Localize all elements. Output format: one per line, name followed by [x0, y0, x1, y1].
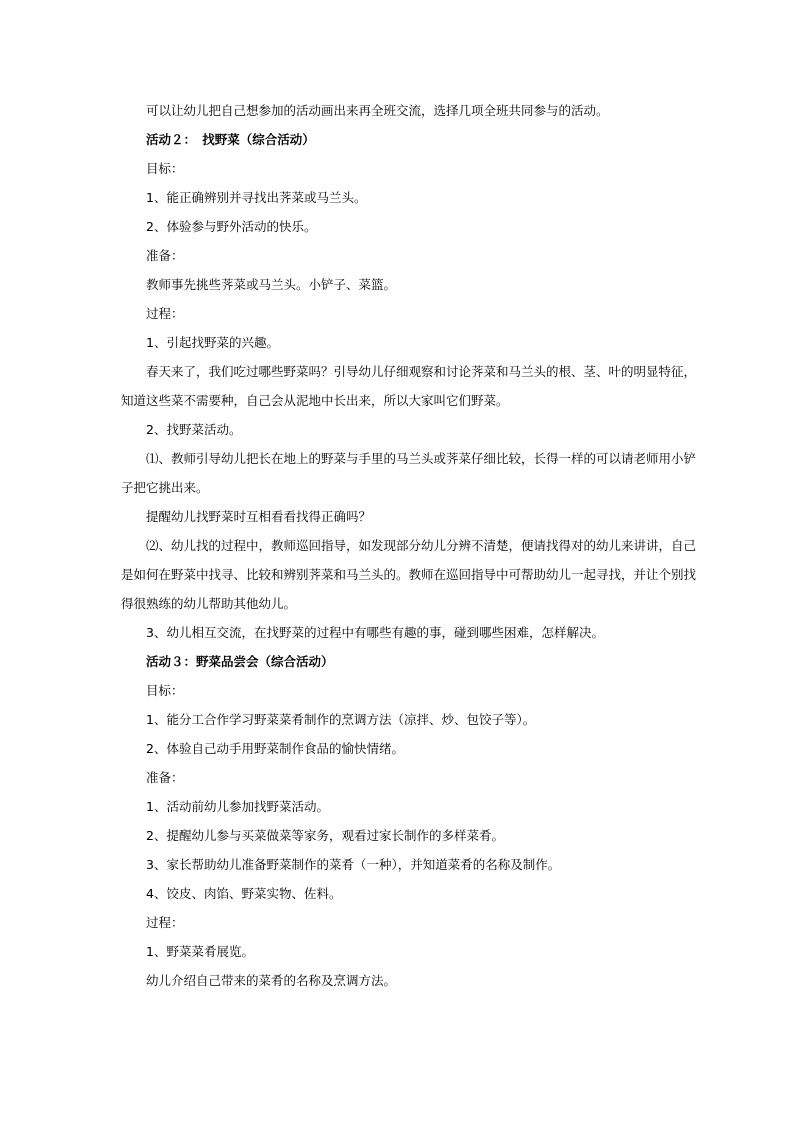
preparation2-item-4: 4、饺皮、肉馅、野菜实物、佐料。	[146, 886, 342, 901]
preparation2-item-3: 3、家长帮助幼儿准备野菜制作的菜肴（一种），并知道菜肴的名称及制作。	[146, 857, 561, 872]
substep-2-line-1: ⑵、幼儿找的过程中，教师巡回指导，如发现部分幼儿分辨不清楚，便请找得对的幼儿来讲讲，自己	[146, 538, 697, 553]
substep-2-line-2: 是如何在野菜中找寻、比较和辨别荠菜和马兰头的。教师在巡回指导中可帮助幼儿一起寻找，并让个别找	[121, 567, 697, 582]
substep-2-line-3: 得很熟练的幼儿帮助其他幼儿。	[121, 596, 297, 611]
process2-step-1: 1、野菜菜肴展览。	[146, 944, 254, 959]
paragraph-intro: 可以让幼儿把自己想参加的活动画出来再全班交流，选择几项全班共同参与的活动。	[146, 103, 609, 118]
preparation2-item-1: 1、活动前幼儿参加找野菜活动。	[146, 799, 329, 814]
substep-1-line-2: 子把它挑出来。	[121, 480, 209, 495]
preparation-text: 教师事先挑些荠菜或马兰头。小铲子、菜篮。	[146, 277, 397, 292]
label-preparation: 准备：	[146, 248, 184, 263]
process2-text: 幼儿介绍自己带来的菜肴的名称及烹调方法。	[146, 973, 397, 988]
label-goal: 目标：	[146, 161, 184, 176]
substep-1-line-1: ⑴、教师引导幼儿把长在地上的野菜与手里的马兰头或荠菜仔细比较，长得一样的可以请老师用小铲	[146, 451, 697, 466]
goal-item-1: 1、能正确辨别并寻找出荠菜或马兰头。	[146, 190, 367, 205]
label-goal-2: 目标：	[146, 683, 184, 698]
reminder-text: 提醒幼儿找野菜时互相看看找得正确吗？	[146, 509, 372, 524]
label-preparation-2: 准备：	[146, 770, 184, 785]
heading-activity-2: 活动２： 找野菜（综合活动）	[146, 132, 315, 147]
goal2-item-2: 2、体验自己动手用野菜制作食品的愉快情绪。	[146, 741, 404, 756]
preparation2-item-2: 2、提醒幼儿参与买菜做菜等家务，观看过家长制作的多样菜肴。	[146, 828, 504, 843]
heading-activity-3: 活动３：野菜品尝会（综合活动）	[146, 654, 334, 669]
process-step-1: 1、引起找野菜的兴趣。	[146, 335, 279, 350]
label-process-2: 过程：	[146, 915, 184, 930]
process-step-2: 2、找野菜活动。	[146, 422, 242, 437]
process-step-3: 3、幼儿相互交流，在找野菜的过程中有哪些有趣的事，碰到哪些困难，怎样解决。	[146, 625, 604, 640]
goal2-item-1: 1、能分工合作学习野菜菜肴制作的烹调方法（凉拌、炒、包饺子等）。	[146, 712, 536, 727]
label-process: 过程：	[146, 306, 184, 321]
goal-item-2: 2、体验参与野外活动的快乐。	[146, 219, 317, 234]
paragraph-spring-line-2: 知道这些菜不需要种，自己会从泥地中长出来，所以大家叫它们野菜。	[121, 393, 509, 408]
paragraph-spring-line-1: 春天来了，我们吃过哪些野菜吗？引导幼儿仔细观察和讨论荠菜和马兰头的根、茎、叶的明显特征，	[146, 364, 697, 379]
